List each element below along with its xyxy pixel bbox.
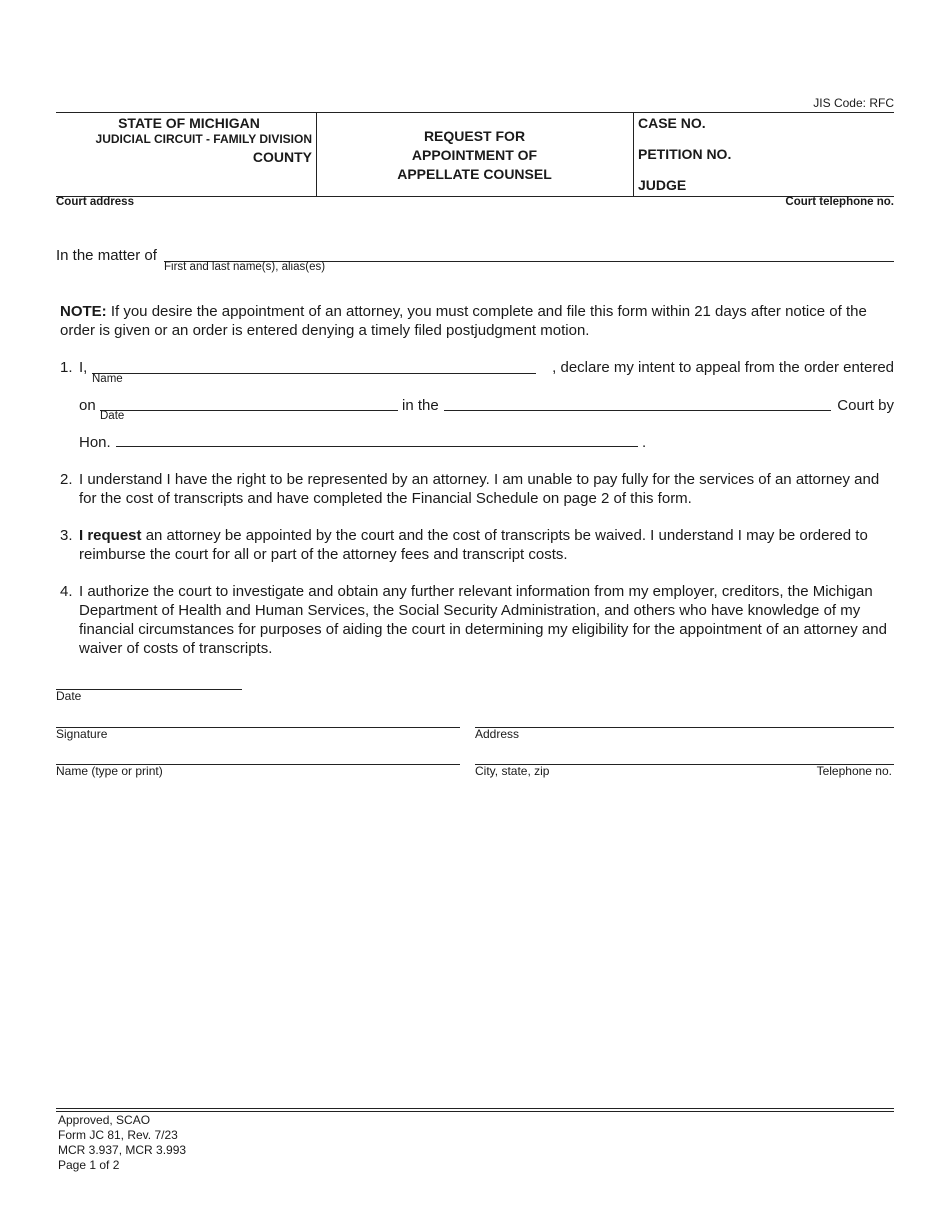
signature-label: Signature [56, 727, 108, 741]
footer-page: Page 1 of 2 [58, 1158, 120, 1172]
footer-approved: Approved, SCAO [58, 1113, 151, 1127]
footer-rule-top [56, 1108, 894, 1109]
form-title-line3: APPELLATE COUNSEL [397, 166, 552, 182]
court-address-label: Court address [56, 196, 134, 208]
item2-text: I understand I have the right to be represented by an attorney. I am unable to pay fully for the services of an attorney and for the cost of transcripts and have completed the Financial Schedule on page 2 of this form. [79, 471, 880, 507]
item3 [60, 526, 894, 564]
item2 [60, 470, 894, 508]
matter-label: In the matter of [56, 247, 157, 264]
judge-label: JUDGE [638, 177, 687, 193]
footer-form-number: Form JC 81, Rev. 7/23 [58, 1128, 178, 1142]
item3-bold: I request [79, 527, 142, 544]
signature-field[interactable] [56, 727, 460, 728]
judge-name-field[interactable] [116, 446, 638, 447]
form-title-line2: APPOINTMENT OF [411, 147, 538, 163]
court-name-field[interactable] [444, 410, 831, 411]
item4-text: I authorize the court to investigate and obtain any further relevant information from my employer, creditors, the Michigan Department of Health and Human Services, the Social Security Administration, and others who have knowledge of my financial circumstances for purposes of aiding the court in determining my eligibility for the appointment of an attorney and waiver of costs of transcripts. [79, 583, 887, 657]
telephone-label: Telephone no. [816, 764, 892, 778]
hon-period: . [642, 434, 647, 451]
matter-name-caption: First and last name(s), alias(es) [164, 261, 326, 273]
date-label: Date [56, 689, 82, 703]
note [60, 302, 894, 340]
header-bottom-rule [56, 196, 894, 197]
on-label: on [79, 397, 96, 414]
item4-number: 4. [60, 583, 73, 600]
date-caption: Date [100, 410, 125, 422]
printed-name-label: Name (type or print) [56, 764, 163, 778]
appellant-name-field[interactable] [92, 373, 536, 374]
item1-number: 1. [60, 359, 73, 376]
item3-body: an attorney be appointed by the court and the cost of transcripts be waived. I understand I may be ordered to reimburse the court for all or part of the attorney fees and transcript costs. [79, 527, 868, 563]
date-field[interactable] [56, 689, 242, 690]
header-divider-right [633, 112, 634, 196]
state-name: STATE OF MICHIGAN [118, 115, 260, 131]
footer-rule-bottom [56, 1111, 894, 1112]
form-title-line1: REQUEST FOR [423, 128, 526, 144]
note-label: NOTE: [60, 303, 107, 320]
item1-i-label: I, [79, 359, 88, 376]
form-title [316, 127, 633, 184]
name-caption: Name [92, 373, 123, 385]
item3-text [79, 526, 894, 564]
item3-number: 3. [60, 527, 73, 544]
address-field[interactable] [475, 727, 894, 728]
address-label: Address [475, 727, 520, 741]
in-the-label: in the [402, 397, 439, 414]
note-text: If you desire the appointment of an attorney, you must complete and file this form within 21 days after notice of the order is given or an order is entered denying a timely filed postjudgment motion. [60, 303, 867, 339]
item4 [60, 582, 894, 658]
footer-info [58, 1113, 186, 1173]
order-date-field[interactable] [100, 410, 398, 411]
item2-number: 2. [60, 471, 73, 488]
court-by-label: Court by [837, 397, 894, 414]
footer-mcr: MCR 3.937, MCR 3.993 [58, 1143, 187, 1157]
hon-label: Hon. [79, 434, 111, 451]
header-top-rule [56, 112, 894, 113]
case-no-label: CASE NO. [638, 115, 706, 131]
city-state-zip-label: City, state, zip [475, 764, 550, 778]
jis-code: JIS Code: RFC [813, 96, 894, 110]
court-telephone-label: Court telephone no. [785, 196, 894, 208]
county-label: COUNTY [252, 149, 312, 165]
petition-no-label: PETITION NO. [638, 146, 732, 162]
judicial-circuit-label: JUDICIAL CIRCUIT - FAMILY DIVISION [95, 132, 312, 146]
declare-intent-text: , declare my intent to appeal from the order entered [552, 359, 894, 376]
